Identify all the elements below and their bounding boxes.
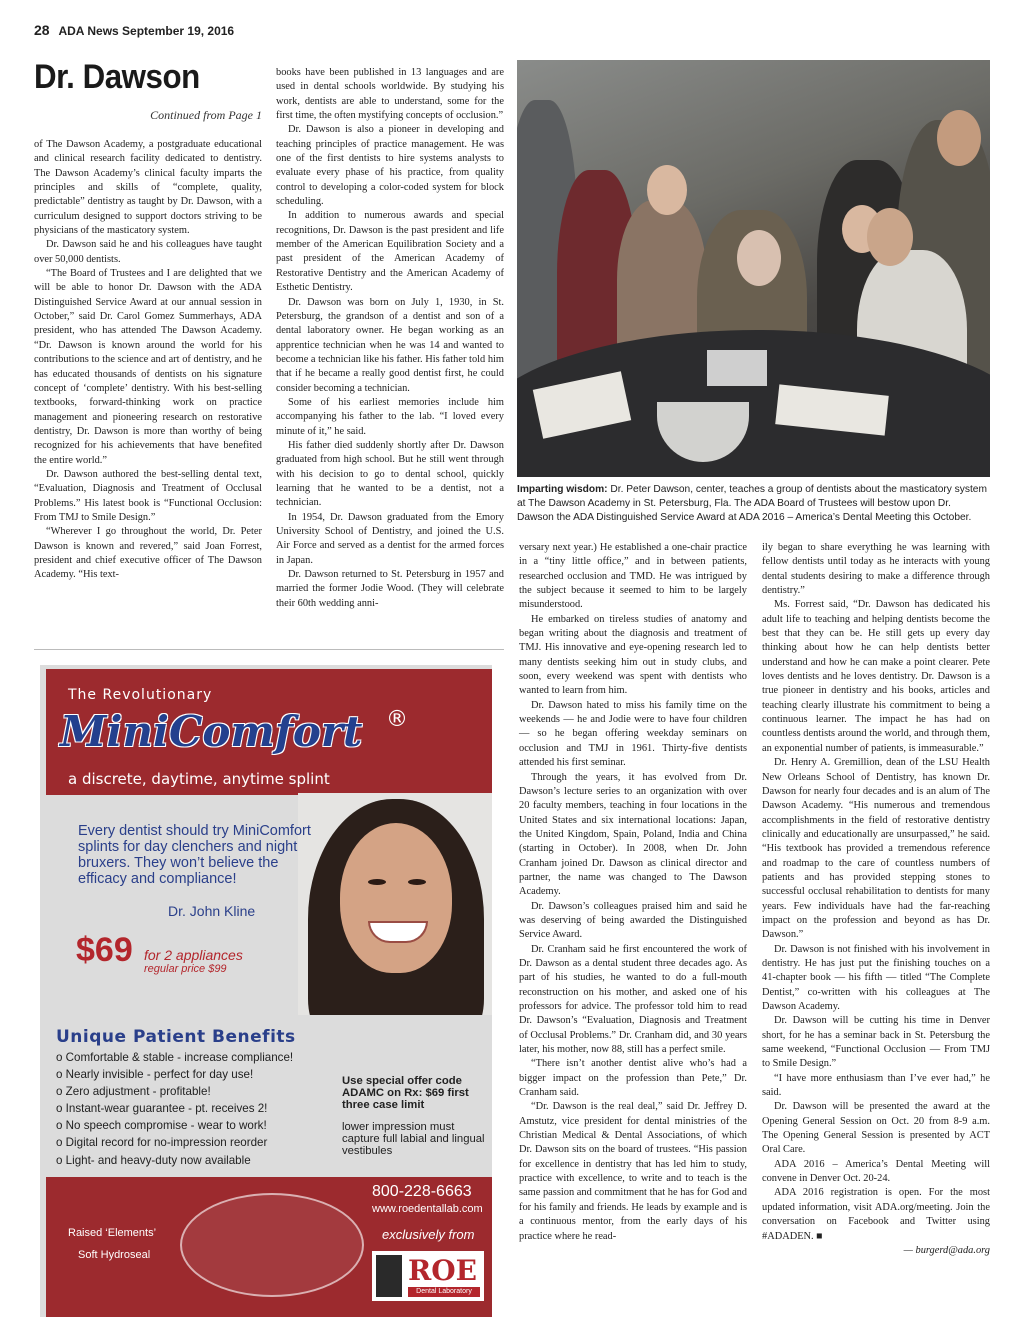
benefit-item: o Nearly invisible - perfect for day use! bbox=[56, 1068, 254, 1082]
photo-jaw-model bbox=[707, 350, 767, 386]
paragraph: “The Board of Trustees and I are delighted that we will be able to honor Dr. Dawson with the ADA Distinguished Service Award at our annual session in October,” said Dr. Carol Gomez Summerhays, ADA president, who has attended The Dawson Academy. “Dr. Dawson is known around the world for his contributions to the science and art of dentistry, and he has educated thousands of dentists on his signature concept of ‘complete’ dentistry. With his best-selling textbooks, forward-thinking work on practice management and pioneering research on restorative dentistry, Dr. Dawson is more than worthy of being recognized for his achievements that have benefited the entire world.” bbox=[34, 268, 262, 466]
paragraph: Through the years, it has evolved from Dr. Dawson’s lecture series to an organization with over 20 faculty members, teaching in four locations in the United States and six international locations: Japan, the United Kingdom, Spain, Poland, India and China (starting in October). In 2008, when Dr. John Cranham joined Dr. Dawson as clinical director and partner, the name was changed to The Dawson Academy. bbox=[519, 771, 747, 898]
photo-face bbox=[340, 823, 452, 973]
paragraph: In addition to numerous awards and special recognitions, Dr. Dawson is the past president and life member of the American Equilibration Society and a past president of the American Academy of Restorative Dentistry and the American Academy of Esthetic Dentistry. bbox=[276, 210, 504, 294]
caption-label: Imparting wisdom: bbox=[517, 484, 608, 495]
paragraph: Dr. Dawson hated to miss his family time on the weekends — he and Jodie were to have four children — so he began offering weekday seminars on occlusion and TMJ in 1961. Thirty-five dentists attended his first seminar. bbox=[519, 699, 747, 769]
article-column-3 bbox=[519, 541, 747, 1244]
paragraph: Dr. Dawson is not finished with his involvement in dentistry. He has just put the finishing touches on a 41-chapter book — his fifth — titled “The Complete Dentist,” co-written with his colleagues at The Dawson Academy. bbox=[762, 943, 990, 1012]
ad-feature-label: Raised ‘Elements’ bbox=[68, 1227, 157, 1239]
page-number: 28 bbox=[34, 22, 50, 38]
photo-head bbox=[867, 208, 913, 266]
paragraph: “I have more enthusiasm than I’ve ever had,” he said. bbox=[762, 1072, 990, 1099]
ad-testimonial-author: Dr. John Kline bbox=[168, 903, 256, 919]
paragraph: Dr. Dawson will be presented the award at the Opening General Session on Oct. 20 from 8-9 a.m. The Opening General Session is presented by ACT Oral Care. bbox=[762, 1101, 990, 1156]
ad-regular-price: regular price $99 bbox=[144, 963, 227, 975]
benefit-item: o Zero adjustment - profitable! bbox=[56, 1085, 211, 1099]
paragraph: books have been published in 13 languages and are used in dental schools worldwide. By studying his work, dentists are able to understand, some for the first time, the often mystifying concepts of occlusion.” bbox=[276, 67, 504, 122]
ad-exclusive-label: exclusively from bbox=[382, 1227, 475, 1242]
article-photo bbox=[517, 60, 990, 477]
advertisement[interactable] bbox=[40, 665, 492, 1317]
paragraph: Dr. Cranham said he first encountered the work of Dr. Dawson as a dental student three decades ago. As part of his studies, he wanted to do a full-mouth reconstruction on his mother, and asked one of his professors for advice. The professor told him to read Dr. Dawson’s “Evaluation, Diagnosis and Treatment of Occlusal Problems.” Dr. Cranham did, and 30 years later, his mother, now 88, still has a perfect smile. bbox=[519, 943, 747, 1056]
divider bbox=[34, 649, 504, 650]
benefit-item: o Digital record for no-impression reorder bbox=[56, 1136, 268, 1150]
roe-logo-text: ROE bbox=[408, 1254, 478, 1287]
continued-line: Continued from Page 1 bbox=[150, 108, 262, 122]
caption-text: Dr. Peter Dawson, center, teaches a group of dentists about the masticatory system at The Dawson Academy in St. Petersburg, Fla. The ADA Board of Trustees will bestow upon Dr. Dawson the ADA Distinguished Service Award at ADA 2016 – America’s Dental Meeting this October. bbox=[517, 484, 987, 523]
roe-logo-subtitle: Dental Laboratory bbox=[408, 1287, 480, 1297]
ad-benefits-list bbox=[56, 1049, 293, 1169]
paragraph: Some of his earliest memories include him accompanying his father to the lab. “I loved every minute of it,” he said. bbox=[276, 396, 504, 437]
ad-benefits-title: Unique Patient Benefits bbox=[56, 1027, 296, 1047]
ad-model-photo bbox=[298, 793, 492, 1015]
photo-head bbox=[737, 230, 781, 286]
paragraph: Dr. Dawson will be cutting his time in Denver short, for he has a seminar back in St. Petersburg the same weekend, “Functional Occlusion — From TMJ to Smile Design.” bbox=[762, 1015, 990, 1070]
photo-eye bbox=[408, 879, 426, 885]
paragraph: In 1954, Dr. Dawson graduated from the Emory University School of Dentistry, and joined the U.S. Air Force and served as a dentist for the armed forces in Japan. bbox=[276, 511, 504, 566]
photo-caption bbox=[517, 483, 990, 525]
article-headline: Dr. Dawson bbox=[34, 58, 200, 96]
ad-feature-label: Soft Hydroseal bbox=[78, 1249, 151, 1261]
paragraph: Dr. Dawson was born on July 1, 1930, in St. Petersburg, the grandson of a dentist and son of a dental laboratory owner. He began working as an apprentice technician when he was 14 and wanted to become a technician like his father. His father told him that if he became a really good dentist first, he could consider becoming a technician. bbox=[276, 296, 504, 394]
paragraph: “Dr. Dawson is the real deal,” said Dr. Jeffrey D. Amstutz, vice president for dental ministries of the Christian Medical & Dental Associations, of which Dr. Dawson sits on the board of trustees. “His passion for excellence in dentistry that has led him to study, practice with excellence, to write and to teach is the same passion and commitment that he has for God and for his family and friends. He leads by example and is a continuous mentor, from the early days of his practice where he read- bbox=[519, 1101, 747, 1242]
benefit-item: o Instant-wear guarantee - pt. receives 2! bbox=[56, 1102, 268, 1116]
ad-price: $69 bbox=[76, 931, 133, 969]
article-column-1 bbox=[34, 138, 262, 583]
paragraph: Dr. Dawson said he and his colleagues have taught over 50,000 dentists. bbox=[34, 239, 262, 265]
paragraph: Dr. Dawson authored the best-selling dental text, “Evaluation, Diagnosis and Treatment of Occlusal Problems.” His latest book is “Functional Occlusion: From TMJ to Smile Design.” bbox=[34, 468, 262, 523]
photo-head bbox=[647, 165, 687, 215]
ad-header-band bbox=[46, 669, 492, 795]
paragraph: Dr. Dawson is also a pioneer in developing and teaching principles of practice management. He was one of the first dentists to hire systems analysts to evaluate every phase of his practice, from quality control to developing a color-coded system for block scheduling. bbox=[276, 124, 504, 208]
paragraph: of The Dawson Academy, a postgraduate educational and clinical research facility dedicated to dentistry. The Dawson Academy’s clinical faculty imparts the principles and skills of “complete, quality, predictable” dentistry as taught by Dr. Dawson, with a curriculum designed to support doctors striving to be physicians of the masticatory system. bbox=[34, 139, 262, 237]
ad-offer-note: lower impression must capture full labial and lingual vestibules bbox=[342, 1121, 485, 1157]
paragraph: ADA 2016 – America’s Dental Meeting will convene in Denver Oct. 20-24. bbox=[762, 1158, 990, 1185]
roe-logo-mark bbox=[376, 1255, 402, 1297]
publication-name: ADA News September 19, 2016 bbox=[58, 24, 235, 38]
paragraph: ily began to share everything he was learning with fellow dentists until today as he interacts with young dental students desiring to make a difference through dentistry.” bbox=[762, 542, 990, 597]
byline: — burgerd@ada.org bbox=[903, 1244, 990, 1256]
benefit-item: o Light- and heavy-duty now available bbox=[56, 1153, 251, 1167]
paragraph: Dr. Henry A. Gremillion, dean of the LSU Health New Orleans School of Dentistry, has known Dr. Dawson for nearly four decades and is an alum of The Dawson Academy. “His numerous and tremendous accomplishments in the field of restorative dentistry clinically and educationally are unsurpassed,” he said. “His textbook has provided a tremendous reference and roadmap to the care of countless numbers of patients and has provided stepping stones to successful occlusal rehabilitation to dentists for many years. Few individuals have had the far-reaching impact on the profession and beyond as has Dr. Dawson.” bbox=[762, 757, 990, 941]
benefit-item: o No speech compromise - wear to work! bbox=[56, 1119, 267, 1133]
paragraph: He embarked on tireless studies of anatomy and began writing about the diagnosis and treatment of TMJ. His innovative and eye-opening research led to many dentists seeking him out in study clubs, and soon, every weekend was spent with dentists who wanted to learn from him. bbox=[519, 613, 747, 697]
ad-kicker: The Revolutionary bbox=[68, 687, 213, 703]
roe-logo bbox=[372, 1251, 484, 1301]
splint-image bbox=[180, 1193, 364, 1297]
ad-price-detail: for 2 appliances bbox=[144, 947, 243, 963]
paragraph: Dr. Dawson’s colleagues praised him and said he was deserving of being awarded the Distinguished Service Award. bbox=[519, 900, 747, 941]
ad-website-link[interactable]: www.roedentallab.com bbox=[372, 1203, 483, 1215]
paragraph: Dr. Dawson returned to St. Petersburg in 1957 and married the former Jodie Wood. (They will celebrate their 60th wedding anni- bbox=[276, 569, 504, 609]
ad-phone-number[interactable]: 800-228-6663 bbox=[372, 1183, 472, 1200]
ad-offer-code: Use special offer code ADAMC on Rx: $69 first three case limit bbox=[342, 1075, 469, 1111]
ad-brand-name: MiniComfort bbox=[60, 707, 363, 756]
paragraph: His father died suddenly shortly after Dr. Dawson graduated from high school. But he still went through with his decision to go to dental school, quickly learning that he wanted to be a dentist, not a technician. bbox=[276, 439, 504, 509]
registered-mark: ® bbox=[386, 707, 408, 732]
page-folio bbox=[34, 22, 234, 38]
article-column-4 bbox=[762, 541, 990, 1258]
photo-head bbox=[937, 110, 981, 166]
ad-tagline: a discrete, daytime, anytime splint bbox=[68, 770, 330, 788]
benefit-item: o Comfortable & stable - increase compliance! bbox=[56, 1051, 294, 1064]
paragraph: “Wherever I go throughout the world, Dr. Peter Dawson is known and revered,” said Joan Forrest, president and chief executive officer of The Dawson Academy. “His text- bbox=[34, 526, 262, 581]
article-column-2 bbox=[276, 66, 504, 611]
photo-eye bbox=[368, 879, 386, 885]
paragraph: Ms. Forrest said, “Dr. Dawson has dedicated his adult life to teaching and helping dentists become the best that they can be. He still gets up every day thinking about how he can help dentists better understand and how he can make a point clearer. Pete loves dentists and he loves dentistry. Dr. Dawson is a true pioneer in dentistry and his books, articles and teaching clearly illustrate his commitment to being a continuous learner. The impact he has had on countless dentists around the world, and through them, an exponential number of patients, is immeasurable.” bbox=[762, 599, 990, 754]
paragraph: “There isn’t another dentist alive who’s had a bigger impact on the profession than Pete,” Dr. Cranham said. bbox=[519, 1058, 747, 1099]
paragraph: ADA 2016 registration is open. For the most updated information, visit ADA.org/meeting. Join the conversation on Facebook and Twitter using #ADADEN. ■ bbox=[762, 1187, 990, 1242]
ad-testimonial: Every dentist should try MiniComfort splints for day clenchers and night bruxers. They won’t believe the efficacy and compliance! bbox=[78, 823, 311, 887]
paragraph: versary next year.) He established a one-chair practice in a “tiny little office,” and in between patients, researched occlusion and TMD. He was intrigued by the subject because it seemed to him to be largely misunderstood. bbox=[519, 542, 747, 611]
